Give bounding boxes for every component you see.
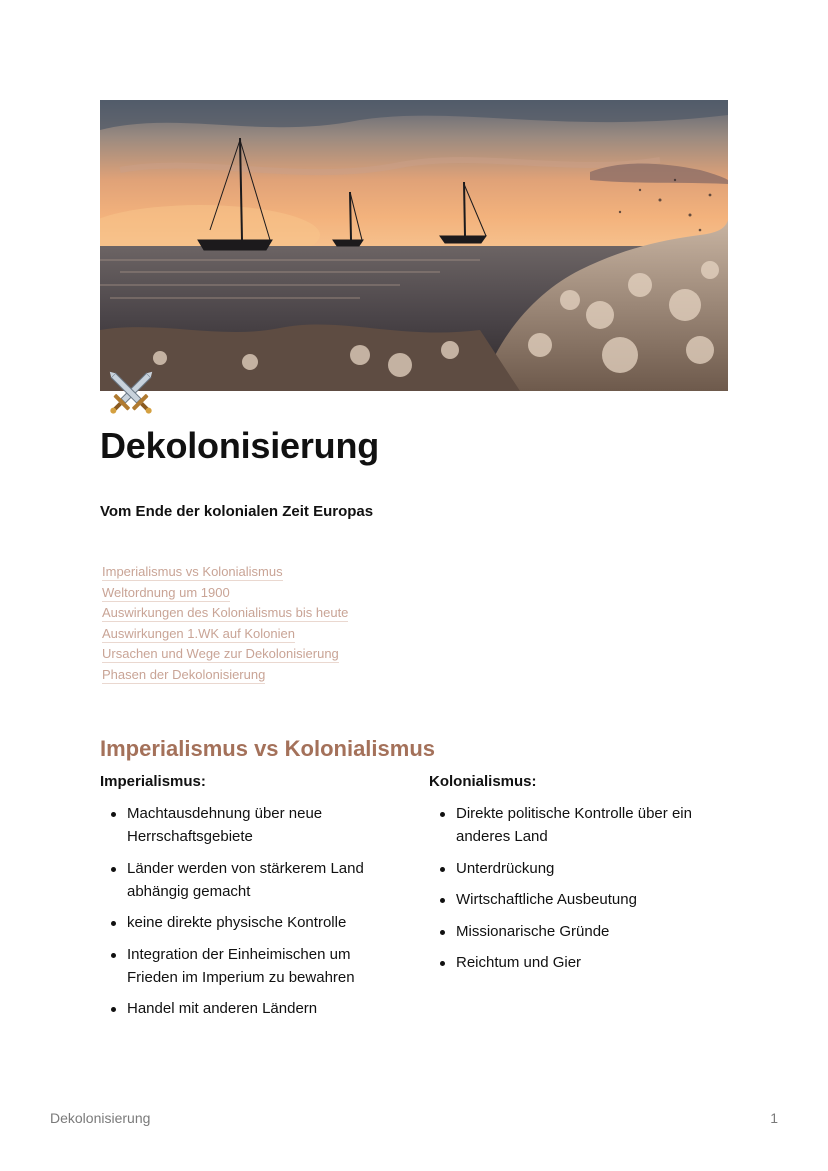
toc-item: [102, 604, 348, 625]
toc-item: [102, 584, 348, 605]
toc-link[interactable]: Phasen der Dekolonisierung: [102, 666, 266, 682]
toc-link[interactable]: Ursachen und Wege zur Dekolonisierung: [102, 646, 339, 662]
list-item: Machtausdehnung über neue Herrschaftsgebiete: [100, 802, 400, 848]
toc-link[interactable]: Auswirkungen 1.WK auf Kolonien: [102, 625, 295, 641]
list-item: Handel mit anderen Ländern: [100, 997, 400, 1020]
list-item: Integration der Einheimischen um Frieden im Imperium zu bewahren: [100, 943, 400, 989]
column-heading: Imperialismus:: [100, 773, 206, 790]
toc-item: [102, 645, 348, 666]
toc-link[interactable]: Imperialismus vs Kolonialismus: [102, 564, 283, 579]
kolonialismus-column: [429, 773, 729, 983]
toc-link[interactable]: Auswirkungen des Kolonialismus bis heute: [102, 605, 349, 621]
page-subtitle: Vom Ende der kolonialen Zeit Europas: [100, 503, 374, 520]
section-title: Imperialismus vs Kolonialismus: [100, 736, 436, 761]
bullet-list: [100, 802, 400, 1020]
list-item: keine direkte physische Kontrolle: [100, 911, 400, 934]
bullet-list: [429, 802, 729, 974]
toc-item: [102, 625, 348, 646]
list-item: Direkte politische Kontrolle über ein anderes Land: [429, 802, 729, 848]
cover-image: [100, 100, 728, 391]
crossed-swords-icon: [103, 366, 159, 420]
footer-title: Dekolonisierung: [50, 1110, 151, 1126]
list-item: Reichtum und Gier: [429, 951, 729, 974]
toc-item: [102, 563, 348, 584]
list-item: Länder werden von stärkerem Land abhängig gemacht: [100, 857, 400, 903]
toc-link[interactable]: Weltordnung um 1900: [102, 584, 230, 600]
list-item: Wirtschaftliche Ausbeutung: [429, 888, 729, 911]
list-item: Unterdrückung: [429, 857, 729, 880]
list-item: Missionarische Gründe: [429, 920, 729, 943]
page-number: 1: [770, 1110, 778, 1126]
imperialismus-column: [100, 773, 400, 1029]
toc-item: [102, 666, 348, 687]
column-heading: Kolonialismus:: [429, 773, 537, 790]
page-title: Dekolonisierung: [100, 425, 380, 466]
table-of-contents: [102, 563, 348, 687]
